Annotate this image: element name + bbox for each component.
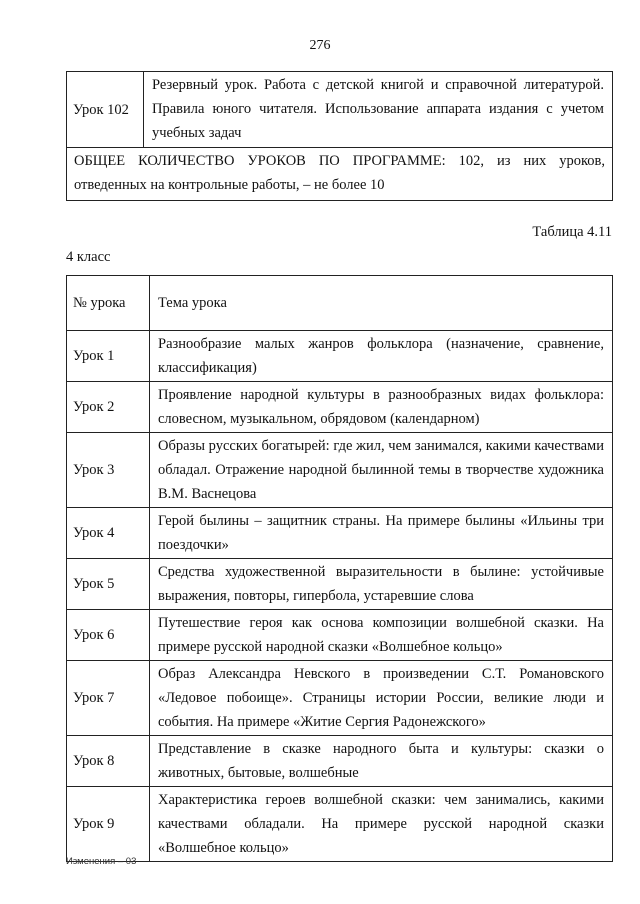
lesson-topic-cell: Путешествие героя как основа композиции волшебной сказки. На примере русской народной сказки «Волшебное кольцо» <box>150 610 613 661</box>
table-row <box>67 433 613 508</box>
lesson-topic-cell: Герой былины – защитник страны. На примере былины «Ильины три поездочки» <box>150 508 613 559</box>
lesson-number-cell: Урок 4 <box>67 508 150 559</box>
lesson-number-cell: Урок 5 <box>67 559 150 610</box>
table-row <box>67 382 613 433</box>
table-row <box>67 610 613 661</box>
lesson-topic-cell: Разнообразие малых жанров фольклора (назначение, сравнение, классификация) <box>150 331 613 382</box>
footer-revision-note: Изменения – 03 <box>66 856 137 867</box>
column-header-lesson-number: № урока <box>67 276 150 331</box>
table-header-row <box>67 276 613 331</box>
previous-lessons-table <box>66 71 613 201</box>
table-row <box>67 559 613 610</box>
lesson-number-cell: Урок 3 <box>67 433 150 508</box>
table-caption: Таблица 4.11 <box>532 224 612 240</box>
total-lessons-cell: ОБЩЕЕ КОЛИЧЕСТВО УРОКОВ ПО ПРОГРАММЕ: 102, из них уроков, отведенных на контрольные работы, – не более 10 <box>67 148 613 201</box>
table-total-row <box>67 148 613 201</box>
table-row <box>67 661 613 736</box>
lesson-number-cell: Урок 6 <box>67 610 150 661</box>
lesson-number-cell: Урок 1 <box>67 331 150 382</box>
table-row <box>67 736 613 787</box>
lesson-topic-cell: Средства художественной выразительности в былине: устойчивые выражения, повторы, гипербола, устаревшие слова <box>150 559 613 610</box>
lesson-topic-cell: Резервный урок. Работа с детской книгой и справочной литературой. Правила юного читателя. Использование аппарата издания с учетом учебных задач <box>144 72 613 148</box>
lesson-number-cell: Урок 8 <box>67 736 150 787</box>
lesson-topic-cell: Проявление народной культуры в разнообразных видах фольклора: словесном, музыкальном, обрядовом (календарном) <box>150 382 613 433</box>
lesson-number-cell: Урок 7 <box>67 661 150 736</box>
table-row <box>67 72 613 148</box>
lessons-table-body <box>67 276 613 862</box>
lesson-topic-cell: Представление в сказке народного быта и культуры: сказки о животных, бытовые, волшебные <box>150 736 613 787</box>
lesson-topic-cell: Характеристика героев волшебной сказки: чем занимались, какими качествами обладали. На примере русской народной сказки «Волшебное кольцо» <box>150 787 613 862</box>
lesson-topic-cell: Образ Александра Невского в произведении С.Т. Романовского «Ледовое побоище». Страницы истории России, великие люди и события. На примере «Житие Сергия Радонежского» <box>150 661 613 736</box>
table-row <box>67 331 613 382</box>
grade-label: 4 класс <box>66 249 111 265</box>
lesson-number-cell: Урок 102 <box>67 72 144 148</box>
lesson-number-cell: Урок 2 <box>67 382 150 433</box>
table-row <box>67 787 613 862</box>
lesson-number-cell: Урок 9 <box>67 787 150 862</box>
table-row <box>67 508 613 559</box>
lesson-topic-cell: Образы русских богатырей: где жил, чем занимался, какими качествами обладал. Отражение народной былинной темы в творчестве художника В.М. Васнецова <box>150 433 613 508</box>
column-header-topic: Тема урока <box>150 276 613 331</box>
page-number: 276 <box>309 38 331 53</box>
lessons-table <box>66 275 613 862</box>
